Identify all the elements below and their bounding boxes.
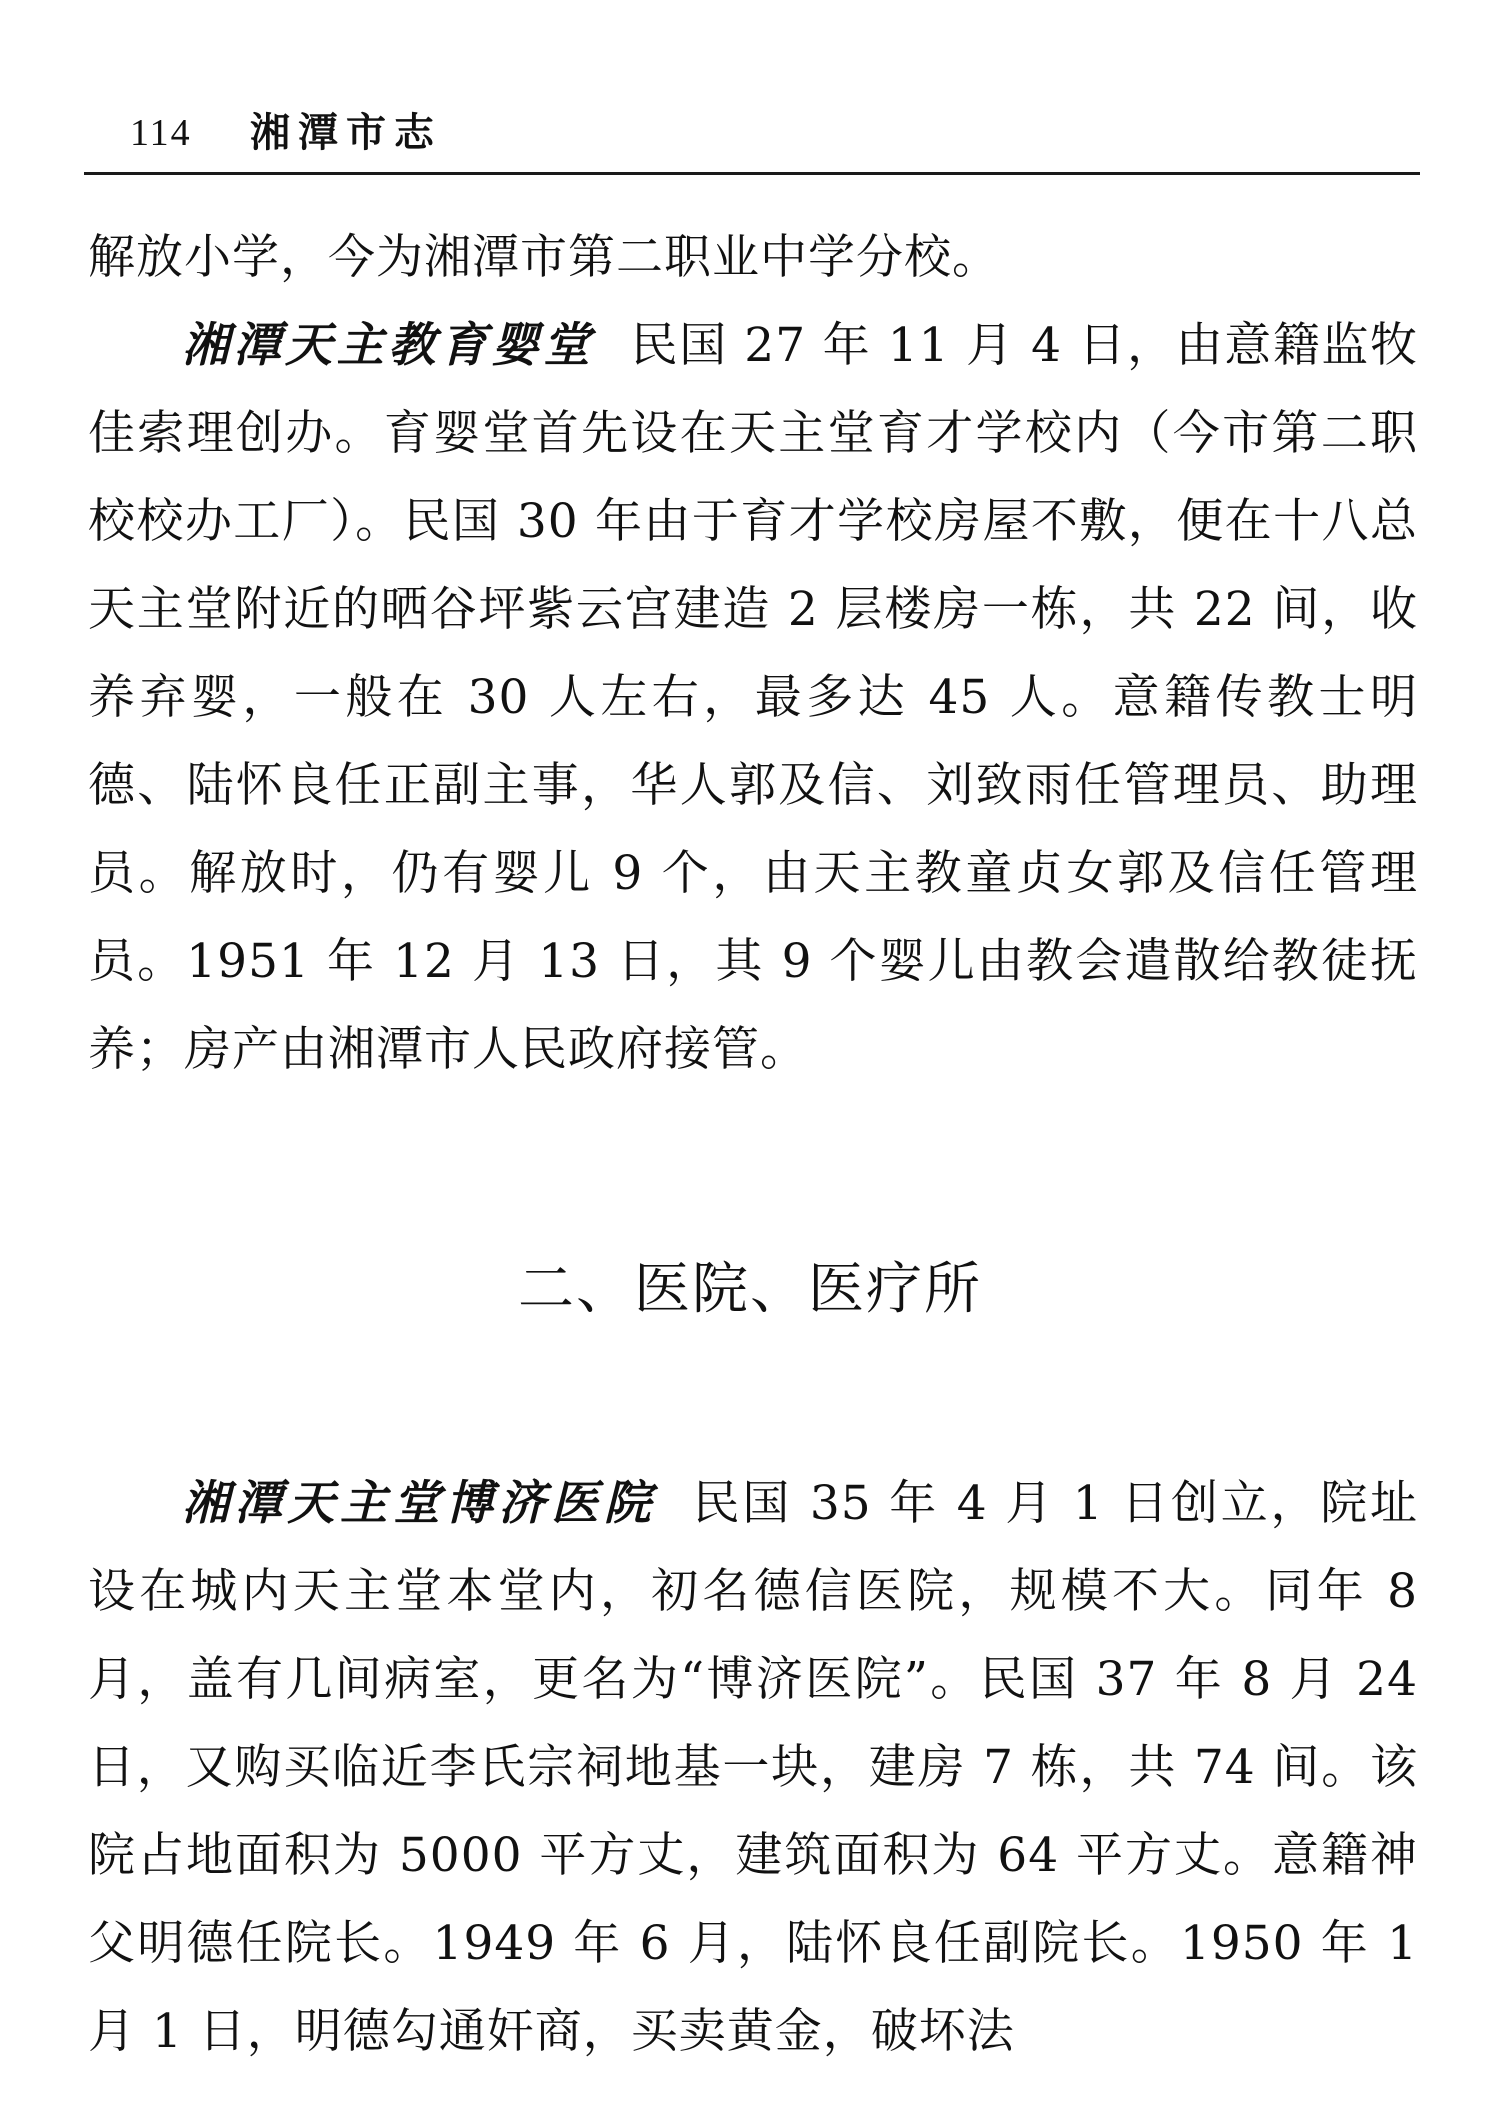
- entry-title: 湘潭天主教育婴堂: [182, 318, 595, 373]
- entry-boji-hospital: [88, 1460, 1418, 2076]
- section-heading: 二、医院、医疗所: [518, 1257, 982, 1322]
- entry-foundling-hospital: [88, 302, 1418, 1094]
- paragraph-text: 解放小学，今为湘潭市第二职业中学分校。: [88, 230, 1000, 285]
- running-title: 湘潭市志: [250, 109, 442, 156]
- header-rule: [84, 172, 1420, 175]
- page-header: [88, 108, 1418, 168]
- entry-text: 民国 35 年 4 月 1 日创立，院址设在城内天主堂本堂内，初名德信医院，规模不大。同年 8 月，盖有几间病室，更名为“博济医院”。民国 37 年 8 月 24 日，又购买临近李氏宗祠地基一块，建房 7 栋，共 74 间。该院占地面积为 5000 平方丈，建筑面积为 64 平方丈。意籍神父明德任院长。1949 年 6 月，陆怀良任副院长。1950 年 1 月 1 日，明德勾通奸商，买卖黄金，破坏法: [88, 1476, 1418, 2059]
- paragraph-continuation: [88, 214, 1418, 302]
- page-number: 114: [130, 112, 192, 154]
- entry-title: 湘潭天主堂博济医院: [182, 1476, 657, 1531]
- entry-text: 民国 27 年 11 月 4 日，由意籍监牧佳索理创办。育婴堂首先设在天主堂育才学校内（今市第二职校校办工厂）。民国 30 年由于育才学校房屋不敷，便在十八总天主堂附近的晒谷坪紫云宫建造 2 层楼房一栋，共 22 间，收养弃婴，一般在 30 人左右，最多达 45 人。意籍传教士明德、陆怀良任正副主事，华人郭及信、刘致雨任管理员、助理员。解放时，仍有婴儿 9 个，由天主教童贞女郭及信任管理员。1951 年 12 月 13 日，其 9 个婴儿由教会遣散给教徒抚养；房产由湘潭市人民政府接管。: [88, 318, 1419, 1077]
